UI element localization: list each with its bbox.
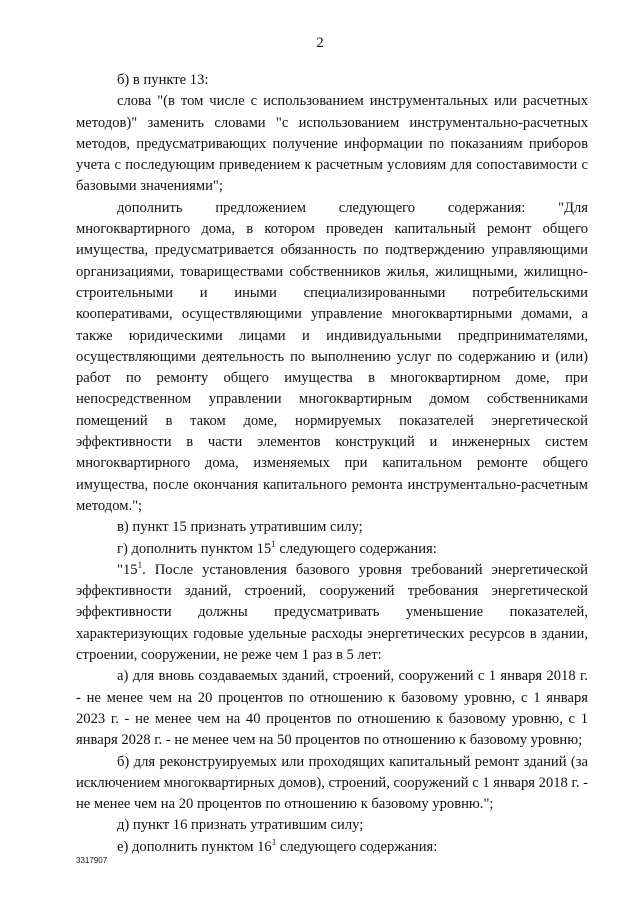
superscript-index: 1 [271, 836, 277, 847]
superscript-index: 1 [271, 538, 276, 549]
paragraph-add-sentence: дополнить предложением следующего содержания: "Для многоквартирного дома, в котором проведен капитальный ремонт общего имущества, предусматривается обязанность по подтверждению управляющими организациями, товариществами собственников жилья, жилищными, жилищно-строительными и иными специализированными потребительскими кооперативами, осуществляющими управление многоквартирными домами, а также юридическими лицами и индивидуальными предпринимателями, осуществляющими деятельность по выполнению услуг по содержанию и (или) работ по ремонту общего имущества в многоквартирном доме, при непосредственном управлении многоквартирным домом собственниками помещений в таком доме, нормируемых показателей энергетической эффективности в части элементов конструкций и инженерных систем многоквартирного дома, изменяемых при капитальном ремонте общего имущества, после окончания капитального ремонта инструментально-расчетным методом."; [76, 199, 588, 514]
paragraph-item-e [76, 837, 588, 858]
clause-15-1-number: "15 [117, 561, 138, 578]
paragraph-item-b: б) в пункте 13: [117, 72, 209, 88]
item-g-tail: следующего содержания: [275, 540, 437, 557]
paragraph-subitem-a: а) для вновь создаваемых зданий, строений, сооружений с 1 января 2018 г. - не менее чем на 20 процентов по отношению к базовому уровню, с 1 января 2023 г. - не менее чем на 40 процентов по отношению к базовому уровню, с 1 января 2028 г. - не менее чем на 50 процентов по отношению к базовому уровню; [76, 668, 588, 749]
item-g-text: г) дополнить пунктом 15 [117, 540, 272, 557]
paragraph-item-g [76, 539, 588, 560]
document-id: 3317907 [76, 856, 108, 865]
paragraph-clause-15-1 [76, 560, 588, 666]
page-number: 2 [316, 35, 324, 51]
item-e-text: е) дополнить пунктом 16 [117, 838, 272, 855]
superscript-index: 1 [137, 559, 143, 570]
item-e-tail: следующего содержания: [276, 838, 438, 855]
document-body [76, 70, 588, 858]
paragraph-words-replacement: слова "(в том числе с использованием инструментальных или расчетных методов)" заменить словами "с использованием инструментально-расчетных методов, предусматривающих получение информации по показаниям приборов учета с последующим приведением к расчетным условиям для сопоставимости с базовыми значениями"; [76, 93, 588, 195]
paragraph-subitem-b: б) для реконструируемых или проходящих капитальный ремонт зданий (за исключением многоквартирных домов), строений, сооружений с 1 января 2018 г. - не менее чем на 20 процентов по отношению к базовому уровню."; [76, 753, 588, 813]
paragraph-item-d: д) пункт 16 признать утратившим силу; [117, 817, 364, 834]
paragraph-item-v: в) пункт 15 признать утратившим силу; [117, 519, 363, 536]
clause-15-1-text: . После установления базового уровня требований энергетической эффективности зданий, строений, сооружений требования энергетической эффективности должны предусматривать уменьшение показателей, характеризующих годовые удельные расходы энергетических ресурсов в здании, строении, сооружении, не реже чем 1 раз в 5 лет: [76, 561, 588, 664]
